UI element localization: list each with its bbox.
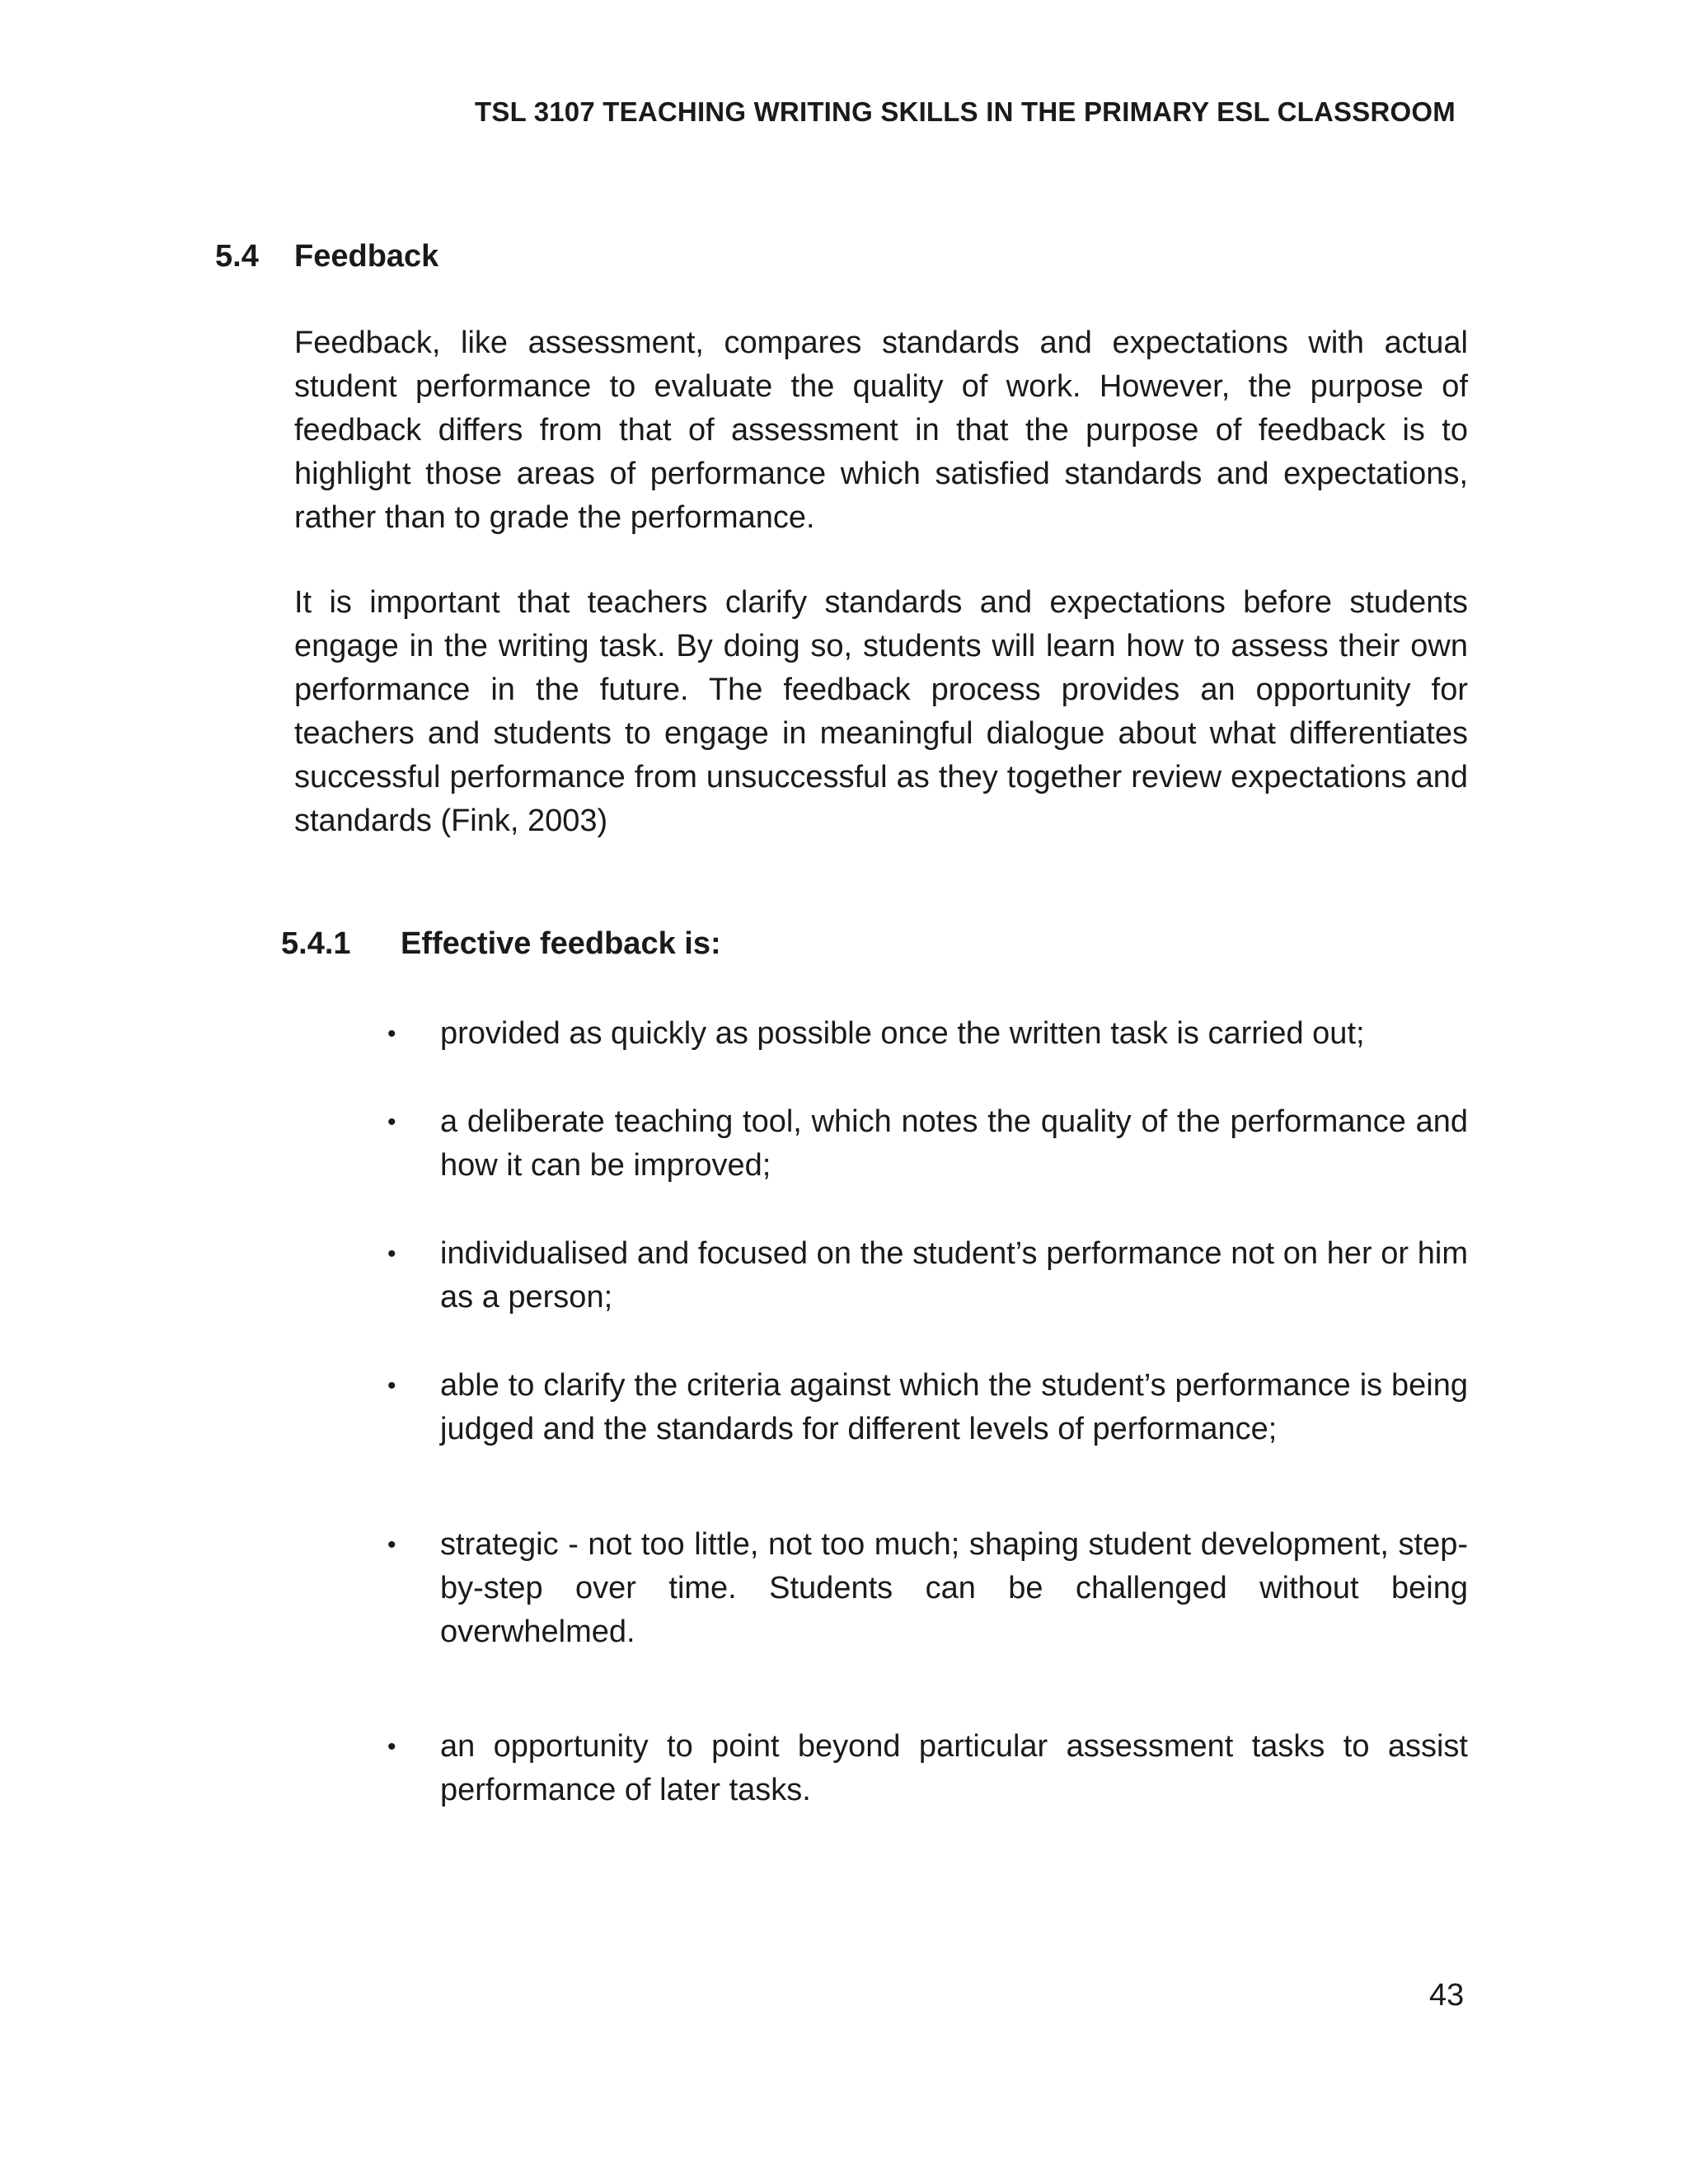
running-header: TSL 3107 TEACHING WRITING SKILLS IN THE PRIMARY ESL CLASSROOM [475,96,1456,127]
bullet-list-item [387,1100,1468,1188]
bullet-text: able to clarify the criteria against which the student’s performance is being judged and the standards for different levels of performance; [440,1368,1468,1446]
bullet-list-item [387,1232,1468,1319]
page-number: 43 [1429,1978,1465,2013]
section-number: 5.4 [215,239,259,274]
subsection-title: Effective feedback is: [401,926,721,961]
bullet-list-item [387,1012,1468,1056]
bullet-icon: • [387,1240,396,1268]
bullet-list-item [387,1523,1468,1654]
subsection-heading [281,926,721,962]
paragraph: Feedback, like assessment, compares standards and expectations with actual student performance to evaluate the quality of work. However, the purpose of feedback differs from that of assessment in that the purpose of feedback is to highlight those areas of performance which satisfied standards and expectations, rather than to grade the performance. [294,326,1468,535]
bullet-text: a deliberate teaching tool, which notes the quality of the performance and how it can be improved; [440,1104,1468,1183]
section-title: Feedback [294,239,439,274]
section-heading [215,239,438,274]
bullet-list-item [387,1364,1468,1451]
bullet-list-item [387,1725,1468,1812]
bullet-icon: • [387,1372,396,1399]
bullet-text: individualised and focused on the student’s performance not on her or him as a person; [440,1236,1468,1315]
bullet-text: provided as quickly as possible once the written task is carried out; [440,1016,1365,1051]
paragraph: It is important that teachers clarify standards and expectations before students engage in the writing task. By doing so, students will learn how to assess their own performance in the future. The feedback process provides an opportunity for teachers and students to engage in meaningful dialogue about what differentiates successful performance from unsuccessful as they together review expectations and standards (Fink, 2003) [294,585,1468,838]
bullet-text: an opportunity to point beyond particular assessment tasks to assist performance of later tasks. [440,1729,1468,1807]
bullet-icon: • [387,1531,396,1558]
bullet-icon: • [387,1108,396,1136]
bullet-icon: • [387,1733,396,1760]
subsection-number: 5.4.1 [281,926,351,961]
bullet-icon: • [387,1020,396,1047]
bullet-text: strategic - not too little, not too much; shaping student development, step-by-step over time. Students can be challenged without being overwhelmed. [440,1527,1468,1649]
